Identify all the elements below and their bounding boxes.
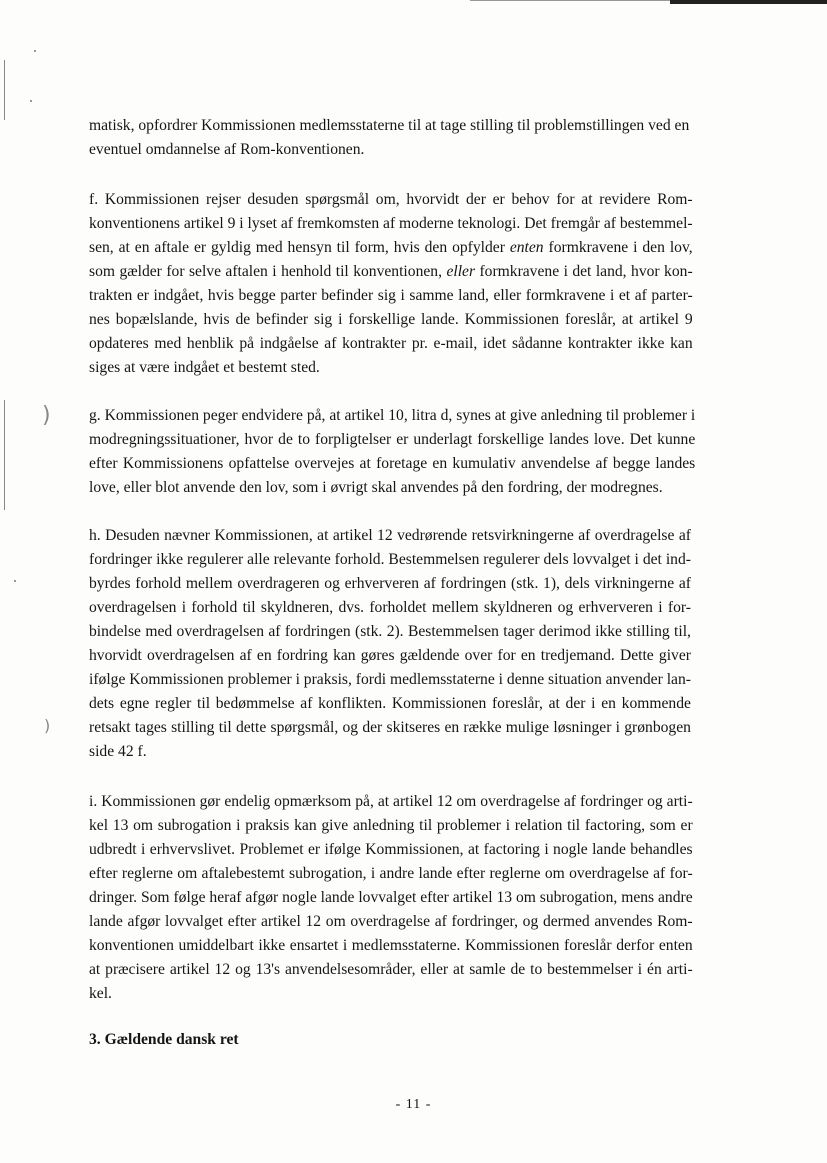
text-line: dringer. Som følge heraf afgør nogle lande lovvalget efter artikel 13 om subrogation, mens andre <box>89 889 693 906</box>
text-line: udbredt i erhvervslivet. Problemet er ifølge Kommissionen, at factoring i nogle lande behandles <box>89 841 693 858</box>
text-line: byrdes forhold mellem overdrageren og erhververen af fordringen (stk. 1), dels virkningerne af <box>89 575 691 592</box>
text-line: matisk, opfordrer Kommissionen medlemsstaterne til at tage stilling til problemstillingen ved en <box>89 117 690 134</box>
scan-paren-mark: ) <box>44 716 51 735</box>
scan-edge-mark <box>4 60 5 120</box>
text-line: h. Desuden nævner Kommissionen, at artikel 12 vedrørende retsvirkningerne af overdragelse af <box>89 527 691 544</box>
text-line: opdateres med henblik på indgåelse af kontrakter pr. e-mail, idet sådanne kontrakter ikke kan <box>89 335 693 352</box>
text-line: som gælder for selve aftalen i henhold til konventionen, eller formkravene i det land, hvor kon- <box>89 263 693 280</box>
text-line: g. Kommissionen peger endvidere på, at artikel 10, litra d, synes at give anledning til problemer i <box>89 407 696 424</box>
text-line: sen, at en aftale er gyldig med hensyn til form, hvis den opfylder enten formkravene i den lov, <box>89 239 693 256</box>
scan-artifact-bar <box>670 0 827 4</box>
text-line: siges at være indgået et bestemt sted. <box>89 359 320 376</box>
paragraph-g <box>89 404 695 500</box>
scan-dot <box>34 50 36 52</box>
section-heading: 3. Gældende dansk ret <box>89 1031 239 1048</box>
page-number: - 11 - <box>395 1097 432 1112</box>
paragraph-f <box>89 188 693 380</box>
text-line: efter Kommissionens opfattelse overvejes at foretage en kumulativ anvendelse af begge landes <box>89 455 696 472</box>
text-line: f. Kommissionen rejser desuden spørgsmål om, hvorvidt der er behov for at revidere Rom- <box>89 191 693 208</box>
text-line: retsakt tages stilling til dette spørgsmål, og der skitseres en række mulige løsninger i grønbogen <box>89 719 691 736</box>
paragraph-i <box>89 790 693 1006</box>
text-line: i. Kommissionen gør endelig opmærksom på, at artikel 12 om overdragelse af fordringer og arti- <box>89 793 693 810</box>
text-line: nes bopælslande, hvis de befinder sig i forskellige lande. Kommissionen foreslår, at artikel 9 <box>89 311 693 328</box>
text-line: ifølge Kommissionen problemer i praksis, fordi medlemsstaterne i denne situation anvender lan- <box>89 671 691 688</box>
emphasis-text: eller <box>446 263 476 280</box>
scan-paren-mark: ) <box>42 403 51 428</box>
scan-edge-mark <box>4 400 5 510</box>
text-line: konventionens artikel 9 i lyset af fremkomsten af moderne teknologi. Det fremgår af bestemmel- <box>89 215 693 232</box>
text-line: bindelse med overdragelsen af fordringen (stk. 2). Bestemmelsen tager derimod ikke stilling til, <box>89 623 691 640</box>
scan-dot <box>14 580 16 582</box>
text-line: at præcisere artikel 12 og 13's anvendelsesområder, eller at samle de to bestemmelser i én arti- <box>89 961 693 978</box>
text-line: love, eller blot anvende den lov, som i øvrigt skal anvendes på den fordring, der modregnes. <box>89 479 663 496</box>
emphasis-text: enten <box>509 239 544 256</box>
text-line: eventuel omdannelse af Rom-konventionen. <box>89 141 365 158</box>
text-line: side 42 f. <box>89 743 147 760</box>
text-line: hvorvidt overdragelsen af en fordring kan gøres gældende over for en tredjemand. Dette giver <box>89 647 691 664</box>
text-line: fordringer ikke regulerer alle relevante forhold. Bestemmelsen regulerer dels lovvalget i det ind- <box>89 551 691 568</box>
text-line: efter reglerne om aftalebestemt subrogation, i andre lande efter reglerne om overdragelse af for- <box>89 865 693 882</box>
text-line: overdragelsen i forhold til skyldneren, dvs. forholdet mellem skyldneren og erhververen i for- <box>89 599 691 616</box>
scan-dot <box>30 100 32 102</box>
text-line: kel 13 om subrogation i praksis kan give anledning til problemer i relation til factoring, som er <box>89 817 693 834</box>
text-line: kel. <box>89 985 112 1002</box>
text-line: dets egne regler til bedømmelse af konflikten. Kommissionen foreslår, at der i en kommende <box>89 695 691 712</box>
text-line: modregningssituationer, hvor de to forpligtelser er underlagt forskellige landes love. Det kunne <box>89 431 696 448</box>
text-line: trakten er indgået, hvis begge parter befinder sig i samme land, eller formkravene i et af parter- <box>89 287 693 304</box>
text-line: konventionen umiddelbart ikke ensartet i medlemsstaterne. Kommissionen foreslår derfor enten <box>89 937 693 954</box>
text-line: lande afgør lovvalget efter artikel 12 om overdragelse af fordringer, og dermed anvendes Rom- <box>89 913 693 930</box>
paragraph-continuation <box>89 114 689 162</box>
paragraph-h <box>89 524 691 764</box>
scan-artifact-line <box>470 0 670 1</box>
